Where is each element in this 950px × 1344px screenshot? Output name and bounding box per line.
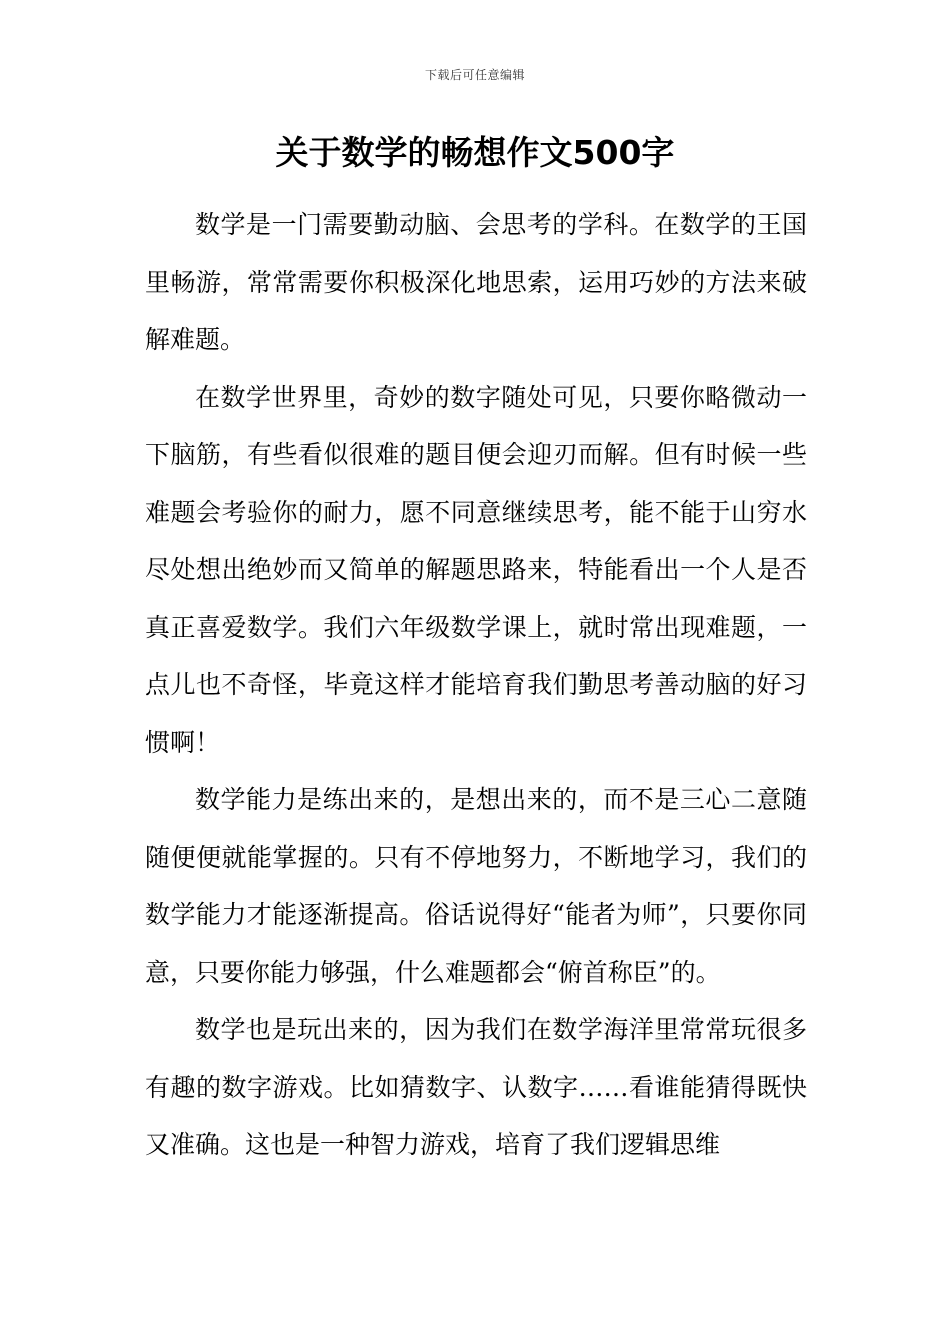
paragraph-4: 数学也是玩出来的，因为我们在数学海洋里常常玩很多有趣的数字游戏。比如猜数字、认数字……看谁能猜得既快又准确。这也是一种智力游戏，培育了我们逻辑思维 (145, 1015, 807, 1159)
paragraph-3: 数学能力是练出来的，是想出来的，而不是三心二意随随便便就能掌握的。只有不停地努力，不断地学习，我们的数学能力才能逐渐提高。俗话说得好“能者为师”，只要你同意，只要你能力够强，什么难题都会“俯首称臣”的。 (145, 785, 807, 987)
document-title: 关于数学的畅想作文500字 (275, 133, 675, 172)
header-note: 下载后可任意编辑 (424, 68, 525, 82)
document-body (145, 196, 807, 1174)
paragraph-2: 在数学世界里，奇妙的数字随处可见，只要你略微动一下脑筋，有些看似很难的题目便会迎刃而解。但有时候一些难题会考验你的耐力，愿不同意继续思考，能不能于山穷水尽处想出绝妙而又简单的解题思路来，特能看出一个人是否真正喜爱数学。我们六年级数学课上，就时常出现难题，一点儿也不奇怪，毕竟这样才能培育我们勤思考善动脑的好习惯啊！ (145, 382, 807, 757)
paragraph-1: 数学是一门需要勤动脑、会思考的学科。在数学的王国里畅游，常常需要你积极深化地思索，运用巧妙的方法来破解难题。 (145, 210, 807, 354)
